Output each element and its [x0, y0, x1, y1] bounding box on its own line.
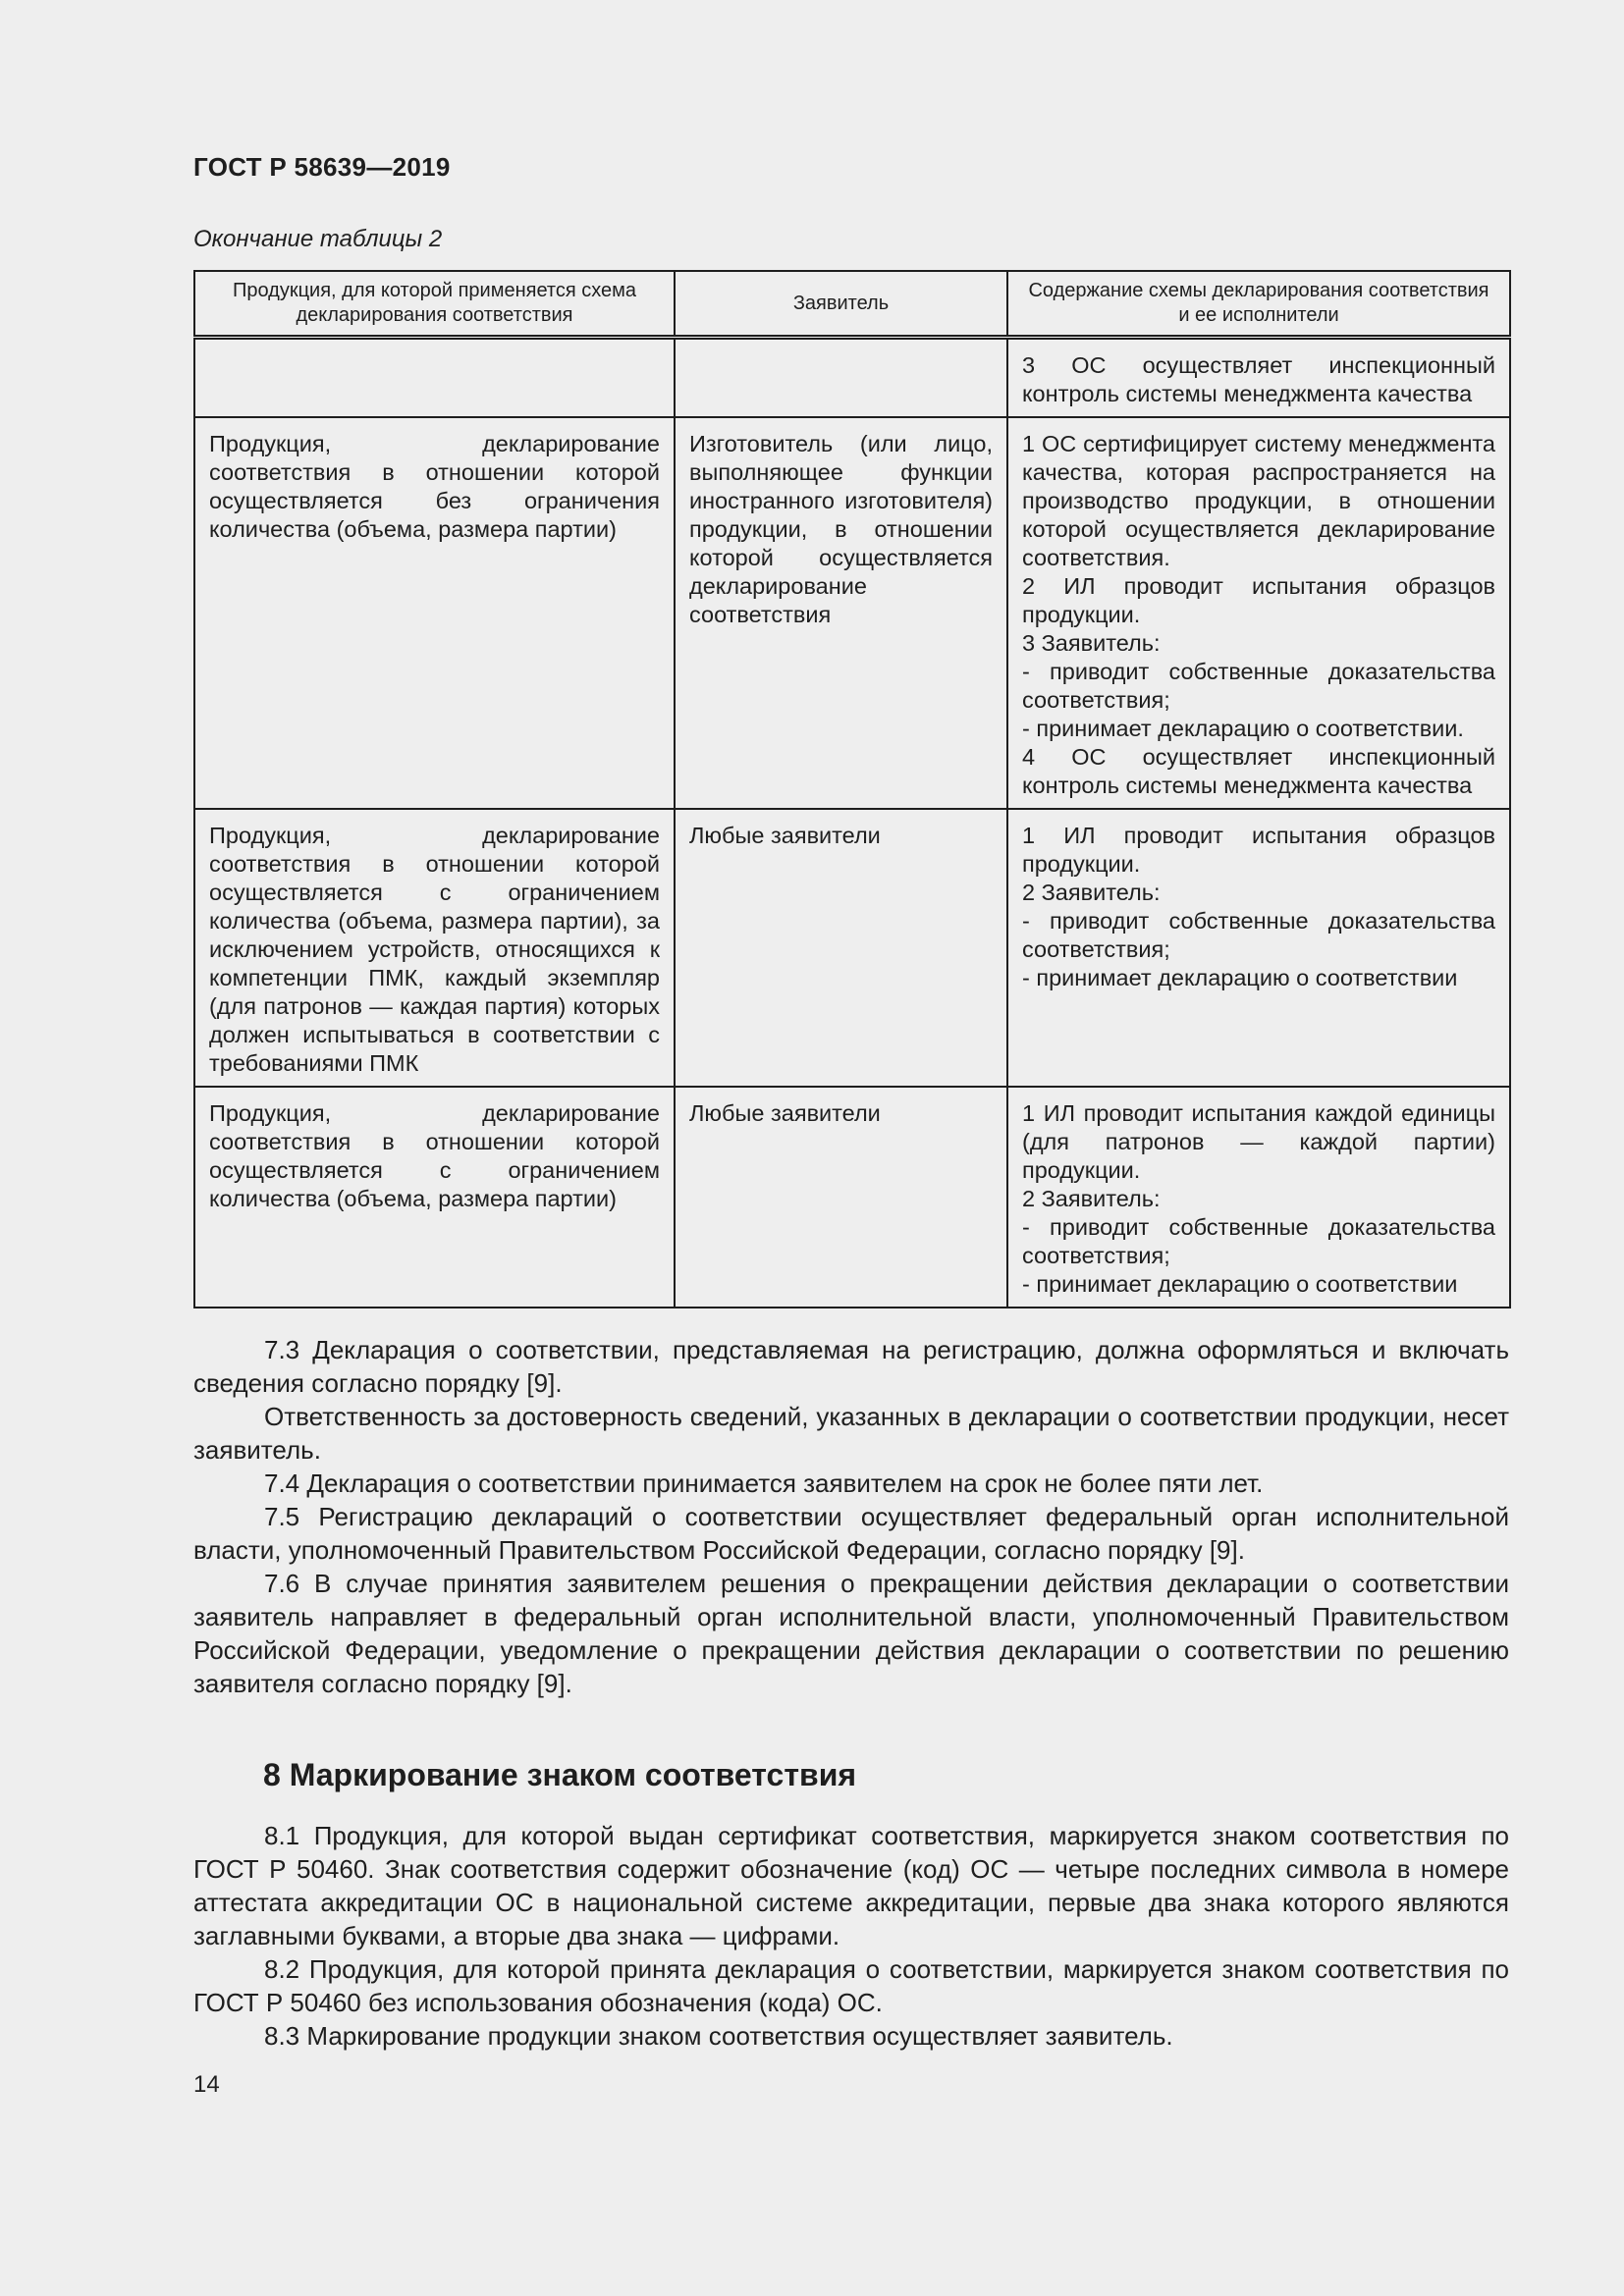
content-line: 4 ОС осуществляет инспекционный контроль системы менеджмента качества — [1022, 744, 1495, 798]
column-header-content: Содержание схемы декларирования соответствия и ее исполнители — [1007, 271, 1510, 338]
column-header-applicant: Заявитель — [675, 271, 1007, 338]
content-line: - принимает декларацию о соответствии — [1022, 965, 1458, 990]
content-line: 2 Заявитель: — [1022, 1186, 1161, 1211]
applicant-cell: Любые заявители — [675, 809, 1007, 1087]
content-line: 2 ИЛ проводит испытания образцов продукции. — [1022, 573, 1495, 627]
section-7-text — [193, 1333, 1509, 1700]
paragraph: 8.3 Маркирование продукции знаком соответствия осуществляет заявитель. — [264, 2021, 1173, 2051]
paragraph: Ответственность за достоверность сведений, указанных в декларации о соответствии продукции, несет заявитель. — [193, 1402, 1509, 1465]
table-row — [194, 1087, 1510, 1308]
content-line: - приводит собственные доказательства соответствия; — [1022, 659, 1495, 713]
table-row — [194, 338, 1510, 418]
content-cell — [1007, 417, 1510, 809]
content-cell — [1007, 809, 1510, 1087]
content-line: 3 ОС осуществляет инспекционный контроль системы менеджмента качества — [1022, 352, 1495, 406]
content-line: 1 ОС сертифицирует систему менеджмента качества, которая распространяется на производство продукции, в отношении которой осуществляется декларирование соответствия. — [1022, 431, 1495, 570]
content-line: 1 ИЛ проводит испытания каждой единицы (для патронов — каждой партии) продукции. — [1022, 1100, 1495, 1183]
paragraph: 7.6 В случае принятия заявителем решения о прекращении действия декларации о соответствии заявитель направляет в федеральный орган исполнительной власти, уполномоченный Правительством Российской Федерации, уведомление о прекращении действия декларации о соответствии по решению заявителя согласно порядку [9]. — [193, 1569, 1509, 1698]
product-cell: Продукция, декларирование соответствия в отношении которой осуществляется с ограничением количества (объема, размера партии), за исключением устройств, относящихся к компетенции ПМК, каждый экземпляр (для патронов — каждая партия) которых должен испытываться в соответствии с требованиями ПМК — [194, 809, 675, 1087]
content-cell — [1007, 338, 1510, 418]
section-8-title: 8 Маркирование знаком соответствия — [263, 1757, 857, 1792]
document-code: ГОСТ Р 58639—2019 — [193, 152, 451, 182]
applicant-cell: Изготовитель (или лицо, выполняющее функции иностранного изготовителя) продукции, в отношении которой осуществляется декларирование соответствия — [675, 417, 1007, 809]
product-cell: Продукция, декларирование соответствия в отношении которой осуществляется с ограничением количества (объема, размера партии) — [194, 1087, 675, 1308]
table-row — [194, 809, 1510, 1087]
content-line: 1 ИЛ проводит испытания образцов продукции. — [1022, 823, 1495, 877]
page-number: 14 — [193, 2071, 220, 2098]
table-row — [194, 417, 1510, 809]
paragraph: 8.1 Продукция, для которой выдан сертификат соответствия, маркируется знаком соответствия по ГОСТ Р 50460. Знак соответствия содержит обозначение (код) ОС — четыре последних символа в номере аттестата аккредитации ОС в национальной системе аккредитации, первые два знака которого являются заглавными буквами, а вторые два знака — цифрами. — [193, 1821, 1509, 1950]
content-line: - приводит собственные доказательства соответствия; — [1022, 1214, 1495, 1268]
column-header-product: Продукция, для которой применяется схема декларирования соответствия — [194, 271, 675, 338]
table-caption: Окончание таблицы 2 — [193, 226, 443, 252]
paragraph: 7.4 Декларация о соответствии принимается заявителем на срок не более пяти лет. — [264, 1468, 1264, 1498]
content-line: - приводит собственные доказательства соответствия; — [1022, 908, 1495, 962]
product-cell: Продукция, декларирование соответствия в отношении которой осуществляется без ограничения количества (объема, размера партии) — [194, 417, 675, 809]
declaration-schemes-table — [193, 270, 1511, 1308]
content-cell — [1007, 1087, 1510, 1308]
table-header-row — [194, 271, 1510, 338]
section-8-text — [193, 1819, 1509, 2053]
content-line: 3 Заявитель: — [1022, 630, 1161, 656]
product-cell — [194, 338, 675, 418]
content-line: - принимает декларацию о соответствии — [1022, 1271, 1458, 1297]
applicant-cell: Любые заявители — [675, 1087, 1007, 1308]
applicant-cell — [675, 338, 1007, 418]
content-line: - принимает декларацию о соответствии. — [1022, 716, 1464, 741]
paragraph: 8.2 Продукция, для которой принята декларация о соответствии, маркируется знаком соответствия по ГОСТ Р 50460 без использования обозначения (кода) ОС. — [193, 1954, 1509, 2017]
paragraph: 7.3 Декларация о соответствии, представляемая на регистрацию, должна оформляться и включать сведения согласно порядку [9]. — [193, 1335, 1509, 1398]
paragraph: 7.5 Регистрацию деклараций о соответствии осуществляет федеральный орган исполнительной власти, уполномоченный Правительством Российской Федерации, согласно порядку [9]. — [193, 1502, 1509, 1565]
content-line: 2 Заявитель: — [1022, 880, 1161, 905]
